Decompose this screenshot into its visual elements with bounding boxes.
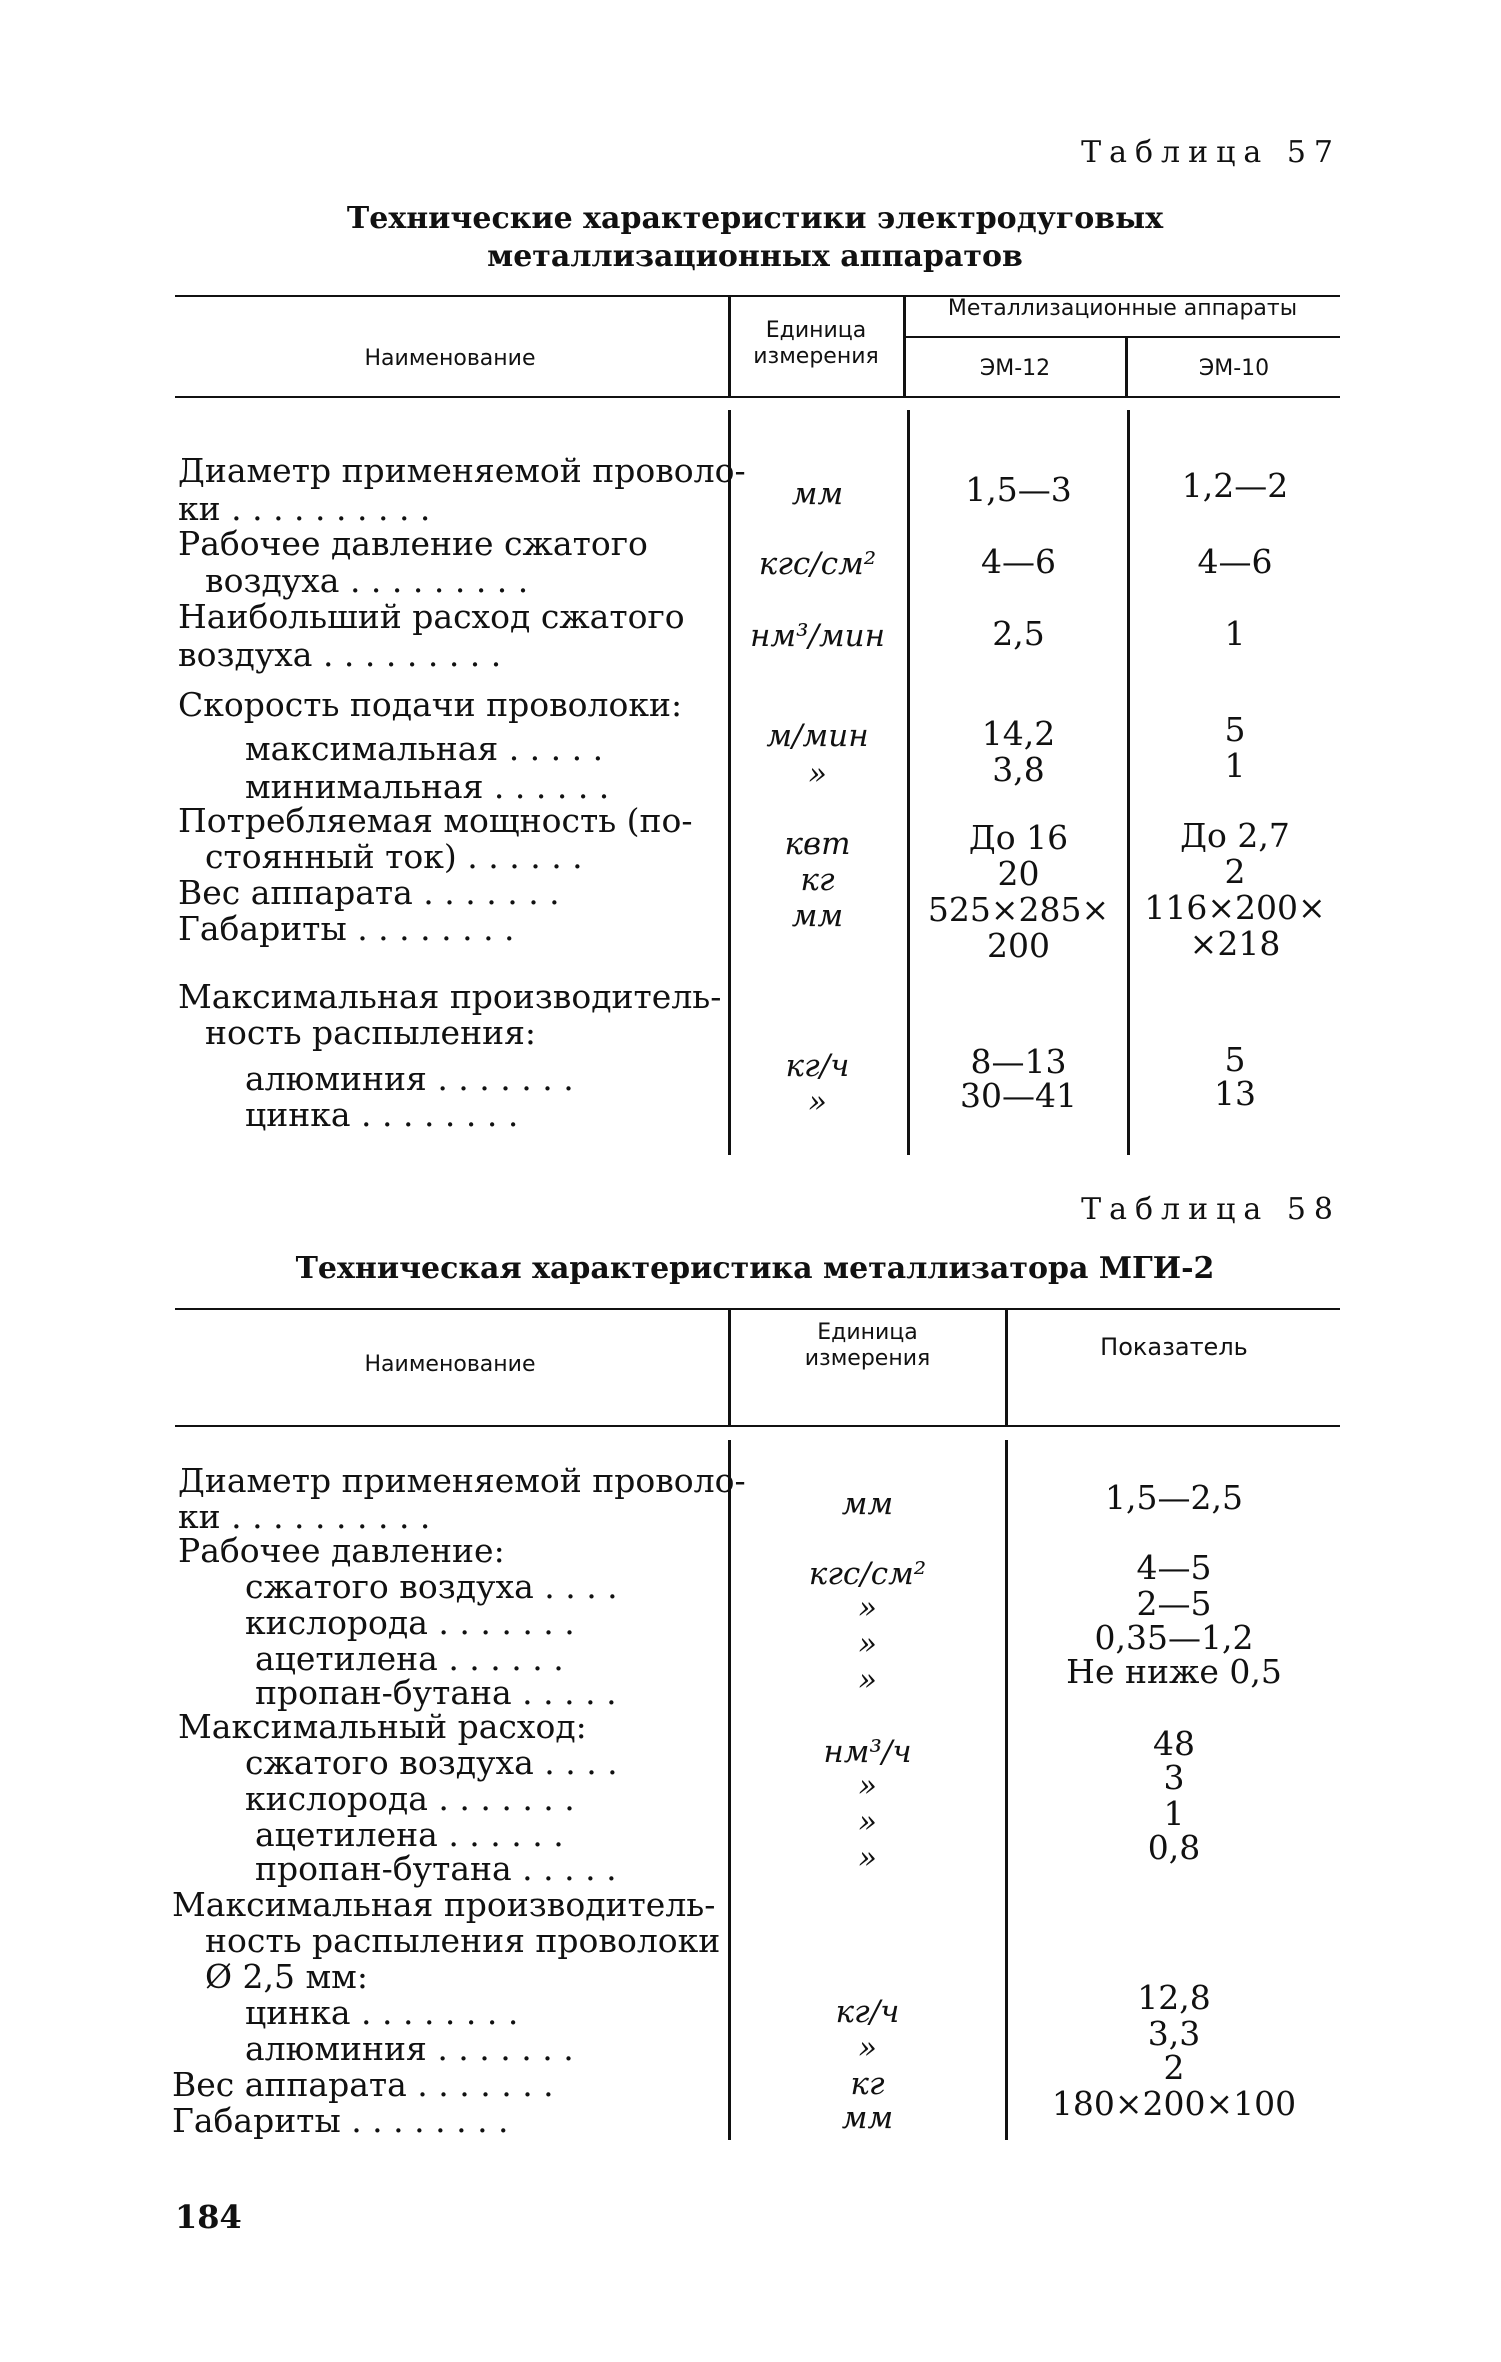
- t58-row5-unit: кг: [850, 2066, 885, 2102]
- t58-row2-propane-unit: »: [858, 1662, 877, 1698]
- table57-header-em12: ЭМ-12: [979, 356, 1051, 381]
- t58-row3-acetylene: ацетилена . . . . . .: [255, 1815, 564, 1854]
- t58-row3-air: сжатого воздуха . . . .: [245, 1743, 618, 1782]
- t58-row5-value: 2: [1163, 2048, 1185, 2087]
- t57-row2-line1: Рабочее давление сжатого: [178, 524, 648, 563]
- t58-row3-oxygen-unit: »: [858, 1768, 877, 1804]
- t57-row5-em10: До 2,7: [1180, 816, 1290, 855]
- t58-row4-line3: Ø 2,5 мм:: [205, 1957, 368, 1996]
- t57-row4-max-em10: 5: [1224, 710, 1246, 749]
- t58-row4-aluminium: алюминия . . . . . . .: [245, 2029, 574, 2068]
- t58-row2-air-unit: кгс/см²: [808, 1556, 927, 1592]
- t58-row2-propane: пропан-бутана . . . . .: [255, 1673, 617, 1712]
- table57-header-group: Металлизационные аппараты: [947, 296, 1298, 321]
- t58-row4-zinc-value: 12,8: [1137, 1978, 1211, 2017]
- table58-header-unit-1: Единица: [817, 1320, 918, 1345]
- t58-row6-unit: мм: [841, 2100, 894, 2136]
- t57-row4-line1: Скорость подачи проволоки:: [178, 685, 683, 724]
- table57-group-rule: [905, 336, 1340, 338]
- t57-row2-em10: 4—6: [1197, 542, 1273, 581]
- t58-row1-value: 1,5—2,5: [1105, 1478, 1243, 1517]
- t57-row1-unit: мм: [791, 476, 844, 512]
- t58-row3-propane-value: 0,8: [1147, 1828, 1201, 1867]
- t58-row2-acetylene-unit: »: [858, 1626, 877, 1662]
- t58-row4-aluminium-unit: »: [858, 2030, 877, 2066]
- t57-row4-max-em12: 14,2: [981, 714, 1056, 753]
- t57-row6-em12: 20: [997, 854, 1040, 893]
- t57-row7-em12-b: 200: [987, 926, 1050, 965]
- t57-row6: Вес аппарата . . . . . . .: [178, 873, 560, 912]
- t57-row4-min-unit: »: [808, 756, 827, 792]
- t58-row2-line1: Рабочее давление:: [178, 1531, 505, 1570]
- t57-row5-line1: Потребляемая мощность (по-: [178, 801, 693, 840]
- t57-row8-zinc-unit: »: [808, 1084, 827, 1120]
- table57-title-line1: Технические характеристики электродуговых: [346, 201, 1164, 236]
- t58-row3-air-value: 48: [1153, 1724, 1195, 1763]
- t58-row4-line1: Максимальная производитель-: [172, 1885, 716, 1924]
- t57-row8-zinc-em10: 13: [1214, 1074, 1256, 1113]
- t58-row3-propane-unit: »: [858, 1840, 877, 1876]
- t58-row3-oxygen-value: 3: [1163, 1758, 1185, 1797]
- t57-row1-em12: 1,5—3: [965, 470, 1072, 509]
- t57-row5-line2: стоянный ток) . . . . . .: [205, 837, 583, 876]
- t57-row2-line2: воздуха . . . . . . . . .: [205, 561, 529, 600]
- t58-row4-aluminium-value: 3,3: [1147, 2014, 1201, 2053]
- table58-header-value: Показатель: [1100, 1333, 1248, 1361]
- table57-header-unit-2: измерения: [753, 344, 879, 369]
- t57-row5-em12: До 16: [968, 818, 1069, 857]
- t57-row8-zinc: цинка . . . . . . . .: [245, 1095, 519, 1134]
- table58-header-unit-2: измерения: [804, 1346, 931, 1371]
- t57-row4-min: минимальная . . . . . .: [245, 767, 610, 806]
- t57-row3-line2: воздуха . . . . . . . . .: [178, 635, 502, 674]
- t57-row7-em12-a: 525×285×: [927, 890, 1110, 929]
- t58-row6: Габариты . . . . . . . .: [172, 2101, 509, 2140]
- t57-row1-em10: 1,2—2: [1181, 466, 1289, 505]
- t58-row2-oxygen-value: 2—5: [1136, 1584, 1212, 1623]
- t58-row3-air-unit: нм³/ч: [823, 1734, 912, 1770]
- t57-row4-max-unit: м/мин: [766, 718, 869, 754]
- t57-row3-line1: Наибольший расход сжатого: [178, 597, 685, 636]
- t57-row3-em12: 2,5: [992, 614, 1045, 653]
- t57-row8-aluminium-em12: 8—13: [970, 1042, 1067, 1081]
- table58-header-name: Наименование: [364, 1352, 536, 1377]
- t58-row2-air: сжатого воздуха . . . .: [245, 1567, 618, 1606]
- table58-top-rule: [175, 1308, 1340, 1310]
- t57-row1-line1: Диаметр применяемой проволо-: [178, 451, 746, 490]
- t57-row6-em10: 2: [1224, 852, 1246, 891]
- t58-row3-propane: пропан-бутана . . . . .: [255, 1849, 617, 1888]
- t58-row2-acetylene: ацетилена . . . . . .: [255, 1639, 564, 1678]
- table57-header-rule: [175, 396, 1340, 398]
- t58-row3-line1: Максимальный расход:: [178, 1707, 587, 1746]
- t57-row1-line2: ки . . . . . . . . . .: [178, 489, 431, 528]
- table57-title-line2: металлизационных аппаратов: [487, 239, 1023, 274]
- t58-row4-zinc-unit: кг/ч: [835, 1994, 900, 2030]
- t58-row6-value: 180×200×100: [1051, 2084, 1297, 2123]
- t58-row4-zinc: цинка . . . . . . . .: [245, 1993, 519, 2032]
- t57-row8-line1: Максимальная производитель-: [178, 977, 722, 1016]
- t58-row2-oxygen: кислорода . . . . . . .: [245, 1603, 575, 1642]
- t58-row1-line1: Диаметр применяемой проволо-: [178, 1461, 746, 1500]
- table57-header-em10: ЭМ-10: [1198, 356, 1270, 381]
- t57-row8-aluminium-unit: кг/ч: [785, 1048, 850, 1084]
- t58-row3-oxygen: кислорода . . . . . . .: [245, 1779, 575, 1818]
- t58-row5: Вес аппарата . . . . . . .: [172, 2065, 554, 2104]
- table57-header-name: Наименование: [364, 346, 536, 371]
- t57-row4-min-em10: 1: [1224, 746, 1246, 785]
- t58-row3-acetylene-value: 1: [1163, 1794, 1185, 1833]
- t58-row1-unit: мм: [841, 1486, 894, 1522]
- t58-row3-acetylene-unit: »: [858, 1804, 877, 1840]
- t57-row7-em10-b: ×218: [1189, 924, 1281, 963]
- t57-row7-unit: мм: [791, 898, 844, 934]
- t57-row4-min-em12: 3,8: [992, 750, 1045, 789]
- table58-header-divider-2: [1005, 1308, 1008, 1427]
- t57-row5-unit: квт: [784, 826, 851, 862]
- t57-row8-zinc-em12: 30—41: [960, 1076, 1077, 1115]
- t58-row1-line2: ки . . . . . . . . . .: [178, 1497, 431, 1536]
- table57-number: Таблица 57: [1081, 135, 1341, 170]
- t58-row2-acetylene-value: 0,35—1,2: [1094, 1618, 1254, 1657]
- page-number: 184: [175, 2198, 242, 2236]
- t57-row8-line2: ность распыления:: [205, 1013, 537, 1052]
- t57-row3-unit: нм³/мин: [749, 618, 886, 654]
- t57-row8-aluminium-em10: 5: [1224, 1040, 1246, 1079]
- table58-number: Таблица 58: [1081, 1192, 1341, 1227]
- t58-row2-oxygen-unit: »: [858, 1590, 877, 1626]
- t57-row2-unit: кгс/см²: [758, 546, 877, 582]
- t57-row6-unit: кг: [800, 862, 835, 898]
- table58-header-rule: [175, 1425, 1340, 1427]
- t57-row7: Габариты . . . . . . . .: [178, 909, 515, 948]
- t57-row7-em10-a: 116×200×: [1144, 888, 1326, 927]
- t58-row4-line2: ность распыления проволоки: [205, 1921, 721, 1960]
- t57-row4-max: максимальная . . . . .: [245, 729, 604, 768]
- t57-row2-em12: 4—6: [981, 542, 1056, 581]
- t58-row2-air-value: 4—5: [1136, 1548, 1212, 1587]
- t57-row8-aluminium: алюминия . . . . . . .: [245, 1059, 574, 1098]
- table57-header-unit-1: Единица: [765, 318, 867, 343]
- t58-row2-propane-value: Не ниже 0,5: [1066, 1652, 1282, 1691]
- t57-row3-em10: 1: [1224, 614, 1246, 653]
- table58-title: Техническая характеристика металлизатора МГИ-2: [295, 1251, 1215, 1286]
